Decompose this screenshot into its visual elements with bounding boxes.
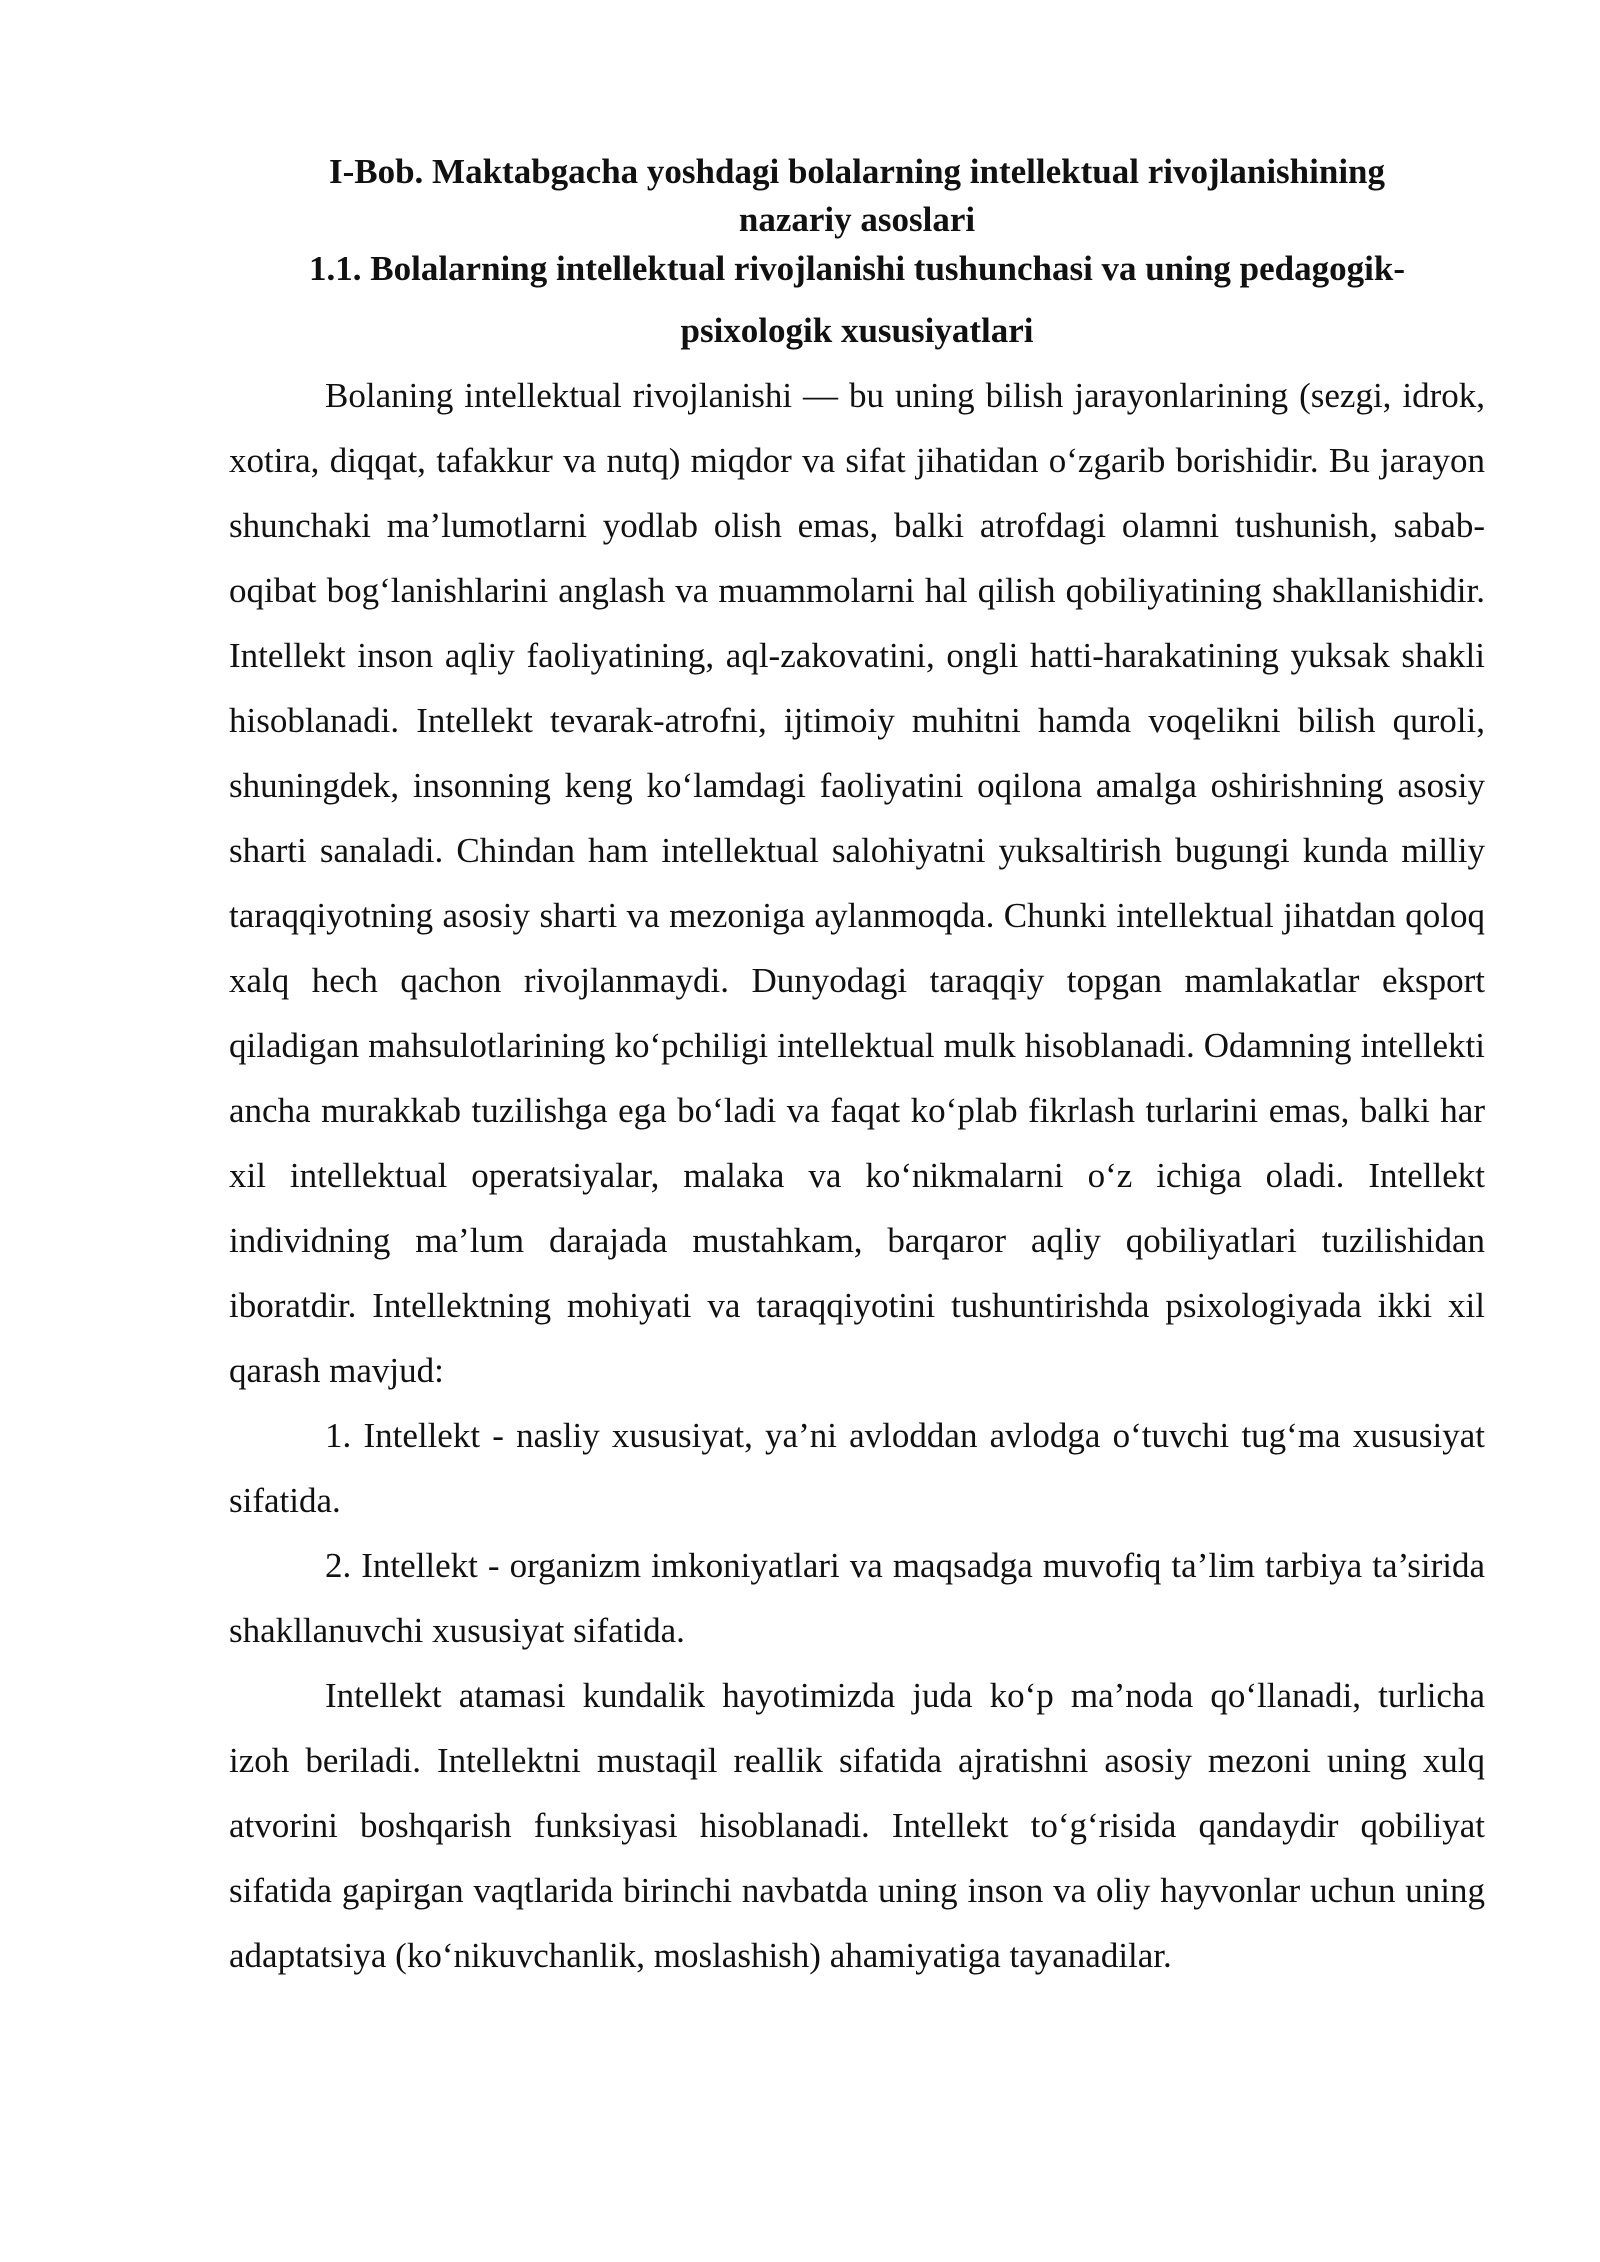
paragraph-list-item-2: 2. Intellekt - organizm imkoniyatlari va maqsadga muvofiq ta’lim tarbiya ta’sirida shakllanuvchi xususiyat sifatida. (229, 1546, 1485, 1650)
section-title-continued (229, 298, 1485, 363)
chapter-title (229, 148, 1485, 244)
chapter-title-line-1: I-Bob. Maktabgacha yoshdagi bolalarning intellektual rivojlanishining (328, 152, 1386, 191)
section-title (229, 244, 1485, 294)
paragraph-intro: Bolaning intellektual rivojlanishi — bu uning bilish jarayonlarining (sezgi, idrok, xotira, diqqat, tafakkur va nutq) miqdor va sifat jihatidan o‘zgarib borishidir. Bu jarayon shunchaki ma’lumotlarni yodlab olish emas, balki atrofdagi olamni tushunish, sabab-oqibat bog‘lanishlarini anglash va muammolarni hal qilish qobiliyatining shakllanishidir. Intellekt inson aqliy faoliyatining, aql-zakovatini, ongli hatti-harakatining yuksak shakli hisoblanadi. Intellekt tevarak-atrofni, ijtimoiy muhitni hamda voqelikni bilish quroli, shuningdek, insonning keng ko‘lamdagi faoliyatini oqilona amalga oshirishning asosiy sharti sanaladi. Chindan ham intellektual salohiyatni yuksaltirish bugungi kunda milliy taraqqiyotning asosiy sharti va mezoniga aylanmoqda. Chunki intellektual jihatdan qoloq xalq hech qachon rivojlanmaydi. Dunyodagi taraqqiy topgan mamlakatlar eksport qiladigan mahsulotlarining ko‘pchiligi intellektual mulk hisoblanadi. Odamning intellekti ancha murakkab tuzilishga ega bo‘ladi va faqat ko‘plab fikrlash turlarini emas, balki har xil intellektual operatsiyalar, malaka va ko‘nikmalarni o‘z ichiga oladi. Intellekt individning ma’lum darajada mustahkam, barqaror aqliy qobiliyatlari tuzilishidan iboratdir. Intellektning mohiyati va taraqqiyotini tushuntirishda psixologiyada ikki xil qarash mavjud: (229, 376, 1485, 1390)
chapter-title-line-2: nazariy asoslari (738, 200, 976, 239)
paragraph-intellect-term: Intellekt atamasi kundalik hayotimizda juda ko‘p ma’noda qo‘llanadi, turlicha izoh beriladi. Intellektni mustaqil reallik sifatida ajratishni asosiy mezoni uning xulq atvorini boshqarish funksiyasi hisoblanadi. Intellekt to‘g‘risida qandaydir qobiliyat sifatida gapirgan vaqtlarida birinchi navbatda uning inson va oliy hayvonlar uchun uning adaptatsiya (ko‘nikuvchanlik, moslashish) ahamiyatiga tayanadilar. (229, 1676, 1485, 1975)
section-title-line-2: psixologik xususiyatlari (680, 311, 1034, 350)
section-title-line-1: 1.1. Bolalarning intellektual rivojlanishi tushunchasi va uning pedagogik- (309, 249, 1405, 288)
paragraph-list-item-1: 1. Intellekt - nasliy xususiyat, ya’ni avloddan avlodga o‘tuvchi tug‘ma xususiyat sifatida. (229, 1416, 1485, 1520)
document-body (229, 148, 1485, 1988)
